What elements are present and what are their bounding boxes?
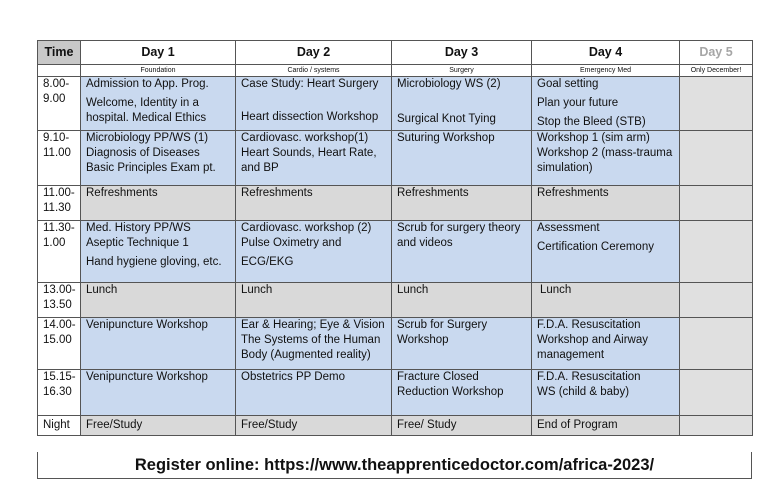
table-row — [38, 283, 753, 318]
subheader-day1: Foundation — [81, 65, 236, 77]
table-row — [38, 221, 753, 283]
subheader-day4: Emergency Med — [532, 65, 680, 77]
time-cell: 14.00- 15.00 — [38, 318, 81, 370]
cell-day1: Med. History PP/WS Aseptic Technique 1 Hand hygiene gloving, etc. — [81, 221, 236, 283]
header-row — [38, 41, 753, 65]
cell-day1: Venipuncture Workshop — [81, 370, 236, 416]
cell-day5 — [680, 283, 753, 318]
cell-day3: Free/ Study — [392, 416, 532, 436]
cell-day2: Free/Study — [236, 416, 392, 436]
time-cell: 11.30- 1.00 — [38, 221, 81, 283]
header-time: Time — [38, 41, 81, 65]
time-cell: 13.00- 13.50 — [38, 283, 81, 318]
subheader-day2: Cardio / systems — [236, 65, 392, 77]
cell-day2: Case Study: Heart Surgery Heart dissection Workshop — [236, 77, 392, 131]
cell-day5 — [680, 77, 753, 131]
header-day5: Day 5 — [680, 41, 753, 65]
subheader-day3: Surgery — [392, 65, 532, 77]
time-cell: 8.00- 9.00 — [38, 77, 81, 131]
cell-day4: Goal setting Plan your future Stop the Bleed (STB) — [532, 77, 680, 131]
cell-day3: Scrub for Surgery Workshop — [392, 318, 532, 370]
table-row — [38, 416, 753, 436]
cell-day1: Refreshments — [81, 186, 236, 221]
time-cell: 15.15- 16.30 — [38, 370, 81, 416]
cell-day2: Cardiovasc. workshop (2) Pulse Oximetry and ECG/EKG — [236, 221, 392, 283]
cell-day4: Refreshments — [532, 186, 680, 221]
cell-day2: Obstetrics PP Demo — [236, 370, 392, 416]
cell-day4: Assessment Certification Ceremony — [532, 221, 680, 283]
cell-day3: Suturing Workshop — [392, 131, 532, 186]
header-day1: Day 1 — [81, 41, 236, 65]
subheader-row — [38, 65, 753, 77]
subheader-time — [38, 65, 81, 77]
table-row — [38, 77, 753, 131]
cell-day2: Cardiovasc. workshop(1) Heart Sounds, Heart Rate, and BP — [236, 131, 392, 186]
time-cell: 9.10- 11.00 — [38, 131, 81, 186]
subheader-day5: Only December! — [680, 65, 753, 77]
cell-day5 — [680, 131, 753, 186]
cell-day3: Lunch — [392, 283, 532, 318]
cell-day4: F.D.A. Resuscitation Workshop and Airway management — [532, 318, 680, 370]
cell-day3: Fracture Closed Reduction Workshop — [392, 370, 532, 416]
cell-day2: Refreshments — [236, 186, 392, 221]
cell-day4: Lunch — [532, 283, 680, 318]
schedule-table — [37, 40, 753, 436]
table-row — [38, 186, 753, 221]
cell-day5 — [680, 416, 753, 436]
cell-day4: End of Program — [532, 416, 680, 436]
table-row — [38, 370, 753, 416]
register-link[interactable]: Register online: https://www.theapprenticedoctor.com/africa-2023/ — [37, 452, 752, 479]
cell-day1: Free/Study — [81, 416, 236, 436]
cell-day3: Microbiology WS (2) Surgical Knot Tying — [392, 77, 532, 131]
cell-day5 — [680, 186, 753, 221]
cell-day2: Lunch — [236, 283, 392, 318]
cell-day4: Workshop 1 (sim arm) Workshop 2 (mass-trauma simulation) — [532, 131, 680, 186]
cell-day5 — [680, 221, 753, 283]
cell-day1: Venipuncture Workshop — [81, 318, 236, 370]
time-cell: Night — [38, 416, 81, 436]
cell-day3: Refreshments — [392, 186, 532, 221]
cell-day5 — [680, 318, 753, 370]
cell-day2: Ear & Hearing; Eye & Vision The Systems of the Human Body (Augmented reality) — [236, 318, 392, 370]
cell-day5 — [680, 370, 753, 416]
table-row — [38, 131, 753, 186]
cell-day3: Scrub for surgery theory and videos — [392, 221, 532, 283]
cell-day1: Microbiology PP/WS (1) Diagnosis of Diseases Basic Principles Exam pt. — [81, 131, 236, 186]
time-cell: 11.00- 11.30 — [38, 186, 81, 221]
cell-day1: Admission to App. Prog. Welcome, Identity in a hospital. Medical Ethics — [81, 77, 236, 131]
table-row — [38, 318, 753, 370]
cell-day4: F.D.A. Resuscitation WS (child & baby) — [532, 370, 680, 416]
header-day3: Day 3 — [392, 41, 532, 65]
cell-day1: Lunch — [81, 283, 236, 318]
header-day4: Day 4 — [532, 41, 680, 65]
header-day2: Day 2 — [236, 41, 392, 65]
